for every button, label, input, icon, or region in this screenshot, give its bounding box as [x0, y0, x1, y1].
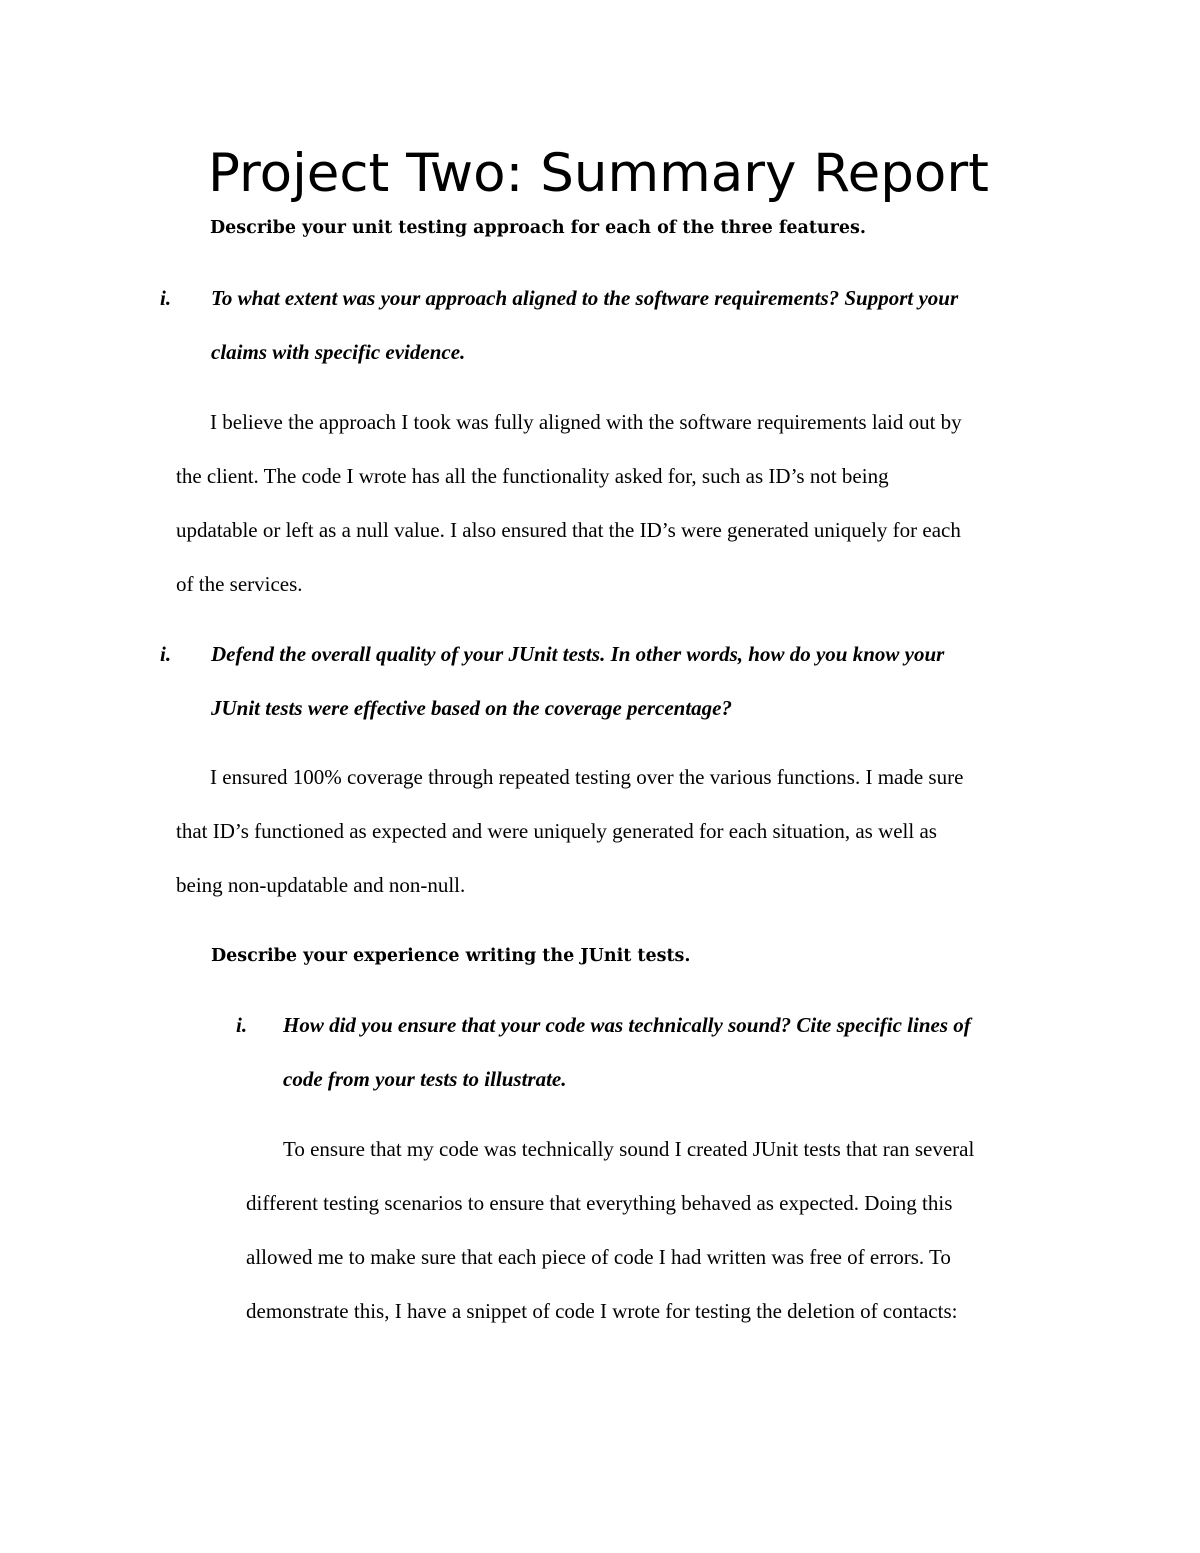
answer-alignment [176, 395, 962, 611]
answer-line: being non-updatable and non-null. [176, 873, 466, 897]
section-heading-unit-testing: Describe your unit testing approach for each of the three features. [210, 218, 866, 238]
question-number: i. [236, 1013, 248, 1037]
answer-line: updatable or left as a null value. I also ensured that the ID’s were generated uniquely for each [176, 518, 961, 542]
question-alignment [160, 271, 959, 379]
answer-line: that ID’s functioned as expected and were uniquely generated for each situation, as well as [176, 819, 937, 843]
answer-line: allowed me to make sure that each piece of code I had written was free of errors. To [246, 1245, 951, 1269]
answer-line: of the services. [176, 572, 303, 596]
question-number: i. [160, 286, 172, 310]
question-number: i. [160, 642, 172, 666]
question-junit-quality [160, 627, 945, 735]
question-line: Defend the overall quality of your JUnit tests. In other words, how do you know your [211, 642, 945, 666]
question-line: JUnit tests were effective based on the coverage percentage? [211, 696, 732, 720]
question-line: claims with specific evidence. [211, 340, 466, 364]
question-line: code from your tests to illustrate. [283, 1067, 567, 1091]
document-title: Project Two: Summary Report [208, 143, 989, 204]
question-line: How did you ensure that your code was technically sound? Cite specific lines of [283, 1013, 971, 1037]
question-technical-soundness [236, 998, 971, 1106]
answer-technical-soundness [246, 1122, 974, 1338]
answer-junit-quality [176, 750, 963, 912]
answer-line: different testing scenarios to ensure that everything behaved as expected. Doing this [246, 1191, 953, 1215]
question-line: To what extent was your approach aligned to the software requirements? Support your [211, 286, 959, 310]
answer-line: I ensured 100% coverage through repeated testing over the various functions. I made sure [210, 765, 964, 789]
answer-line: the client. The code I wrote has all the functionality asked for, such as ID’s not being [176, 464, 889, 488]
section-heading-junit-experience: Describe your experience writing the JUnit tests. [211, 946, 691, 966]
answer-line: I believe the approach I took was fully aligned with the software requirements laid out by [210, 410, 962, 434]
answer-line: demonstrate this, I have a snippet of code I wrote for testing the deletion of contacts: [246, 1299, 958, 1323]
answer-line: To ensure that my code was technically sound I created JUnit tests that ran several [283, 1137, 975, 1161]
